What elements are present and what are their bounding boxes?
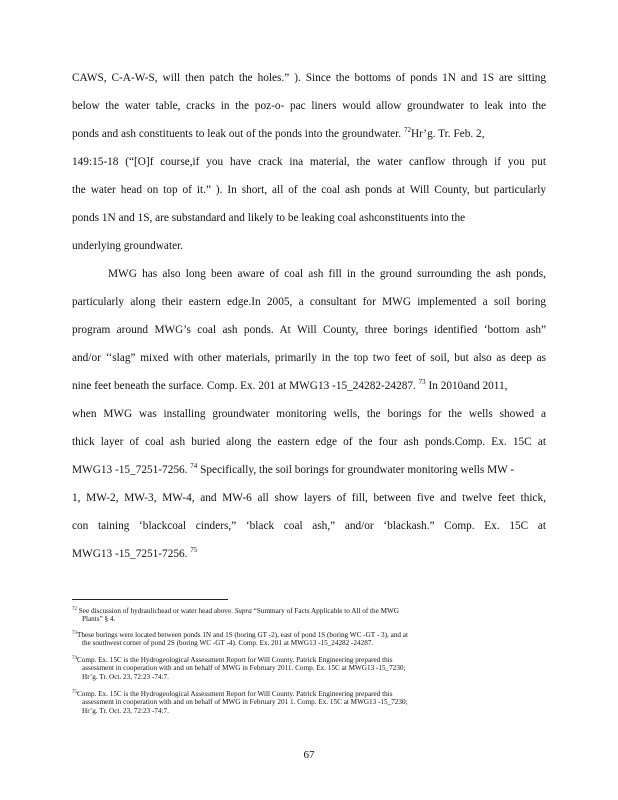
body-line: CAWS, C-A-W-S, will then patch the holes.” ). Since the bottoms of ponds 1N and 1S are sitting <box>72 72 546 84</box>
footnote-line: Hr’g. Tr. Oct. 23, 72:23 -74:7. <box>82 672 169 681</box>
footnote <box>72 631 550 648</box>
footnote-ref: 75 <box>190 546 198 554</box>
footnote <box>72 656 550 681</box>
body-line: ponds and ash constituents to leak out of the ponds into the groundwater. $^{72}$Hr’g. Tr. Feb. 2, <box>72 126 485 140</box>
page-number: 67 <box>303 749 315 761</box>
footnote-line: $^{73}$These borings were located between ponds 1N and 1S (boring GT -2), east of pond 1S (boring WC -GT - 3), and at <box>72 631 408 639</box>
footnote-line: Hr’g. Tr. Oct. 23, 72:23 -74:7. <box>82 706 169 715</box>
body-line: 1, MW-2, MW-3, MW-4, and MW-6 all show layers of fill, between five and twelve feet thick, <box>72 492 546 504</box>
footnote-line: Plants” § 4. <box>82 615 116 624</box>
footnote-line: assessment in cooperation with and on behalf of MWG in February 201 1. Comp. Ex. 15C at MWG13 -15_7230; <box>82 698 408 707</box>
body-line: nine feet beneath the surface. Comp. Ex. 201 at MWG13 -15_24282-24287. $^{73}$ In 2010and 2011, <box>72 378 508 392</box>
body-line: when MWG was installing groundwater monitoring wells, the borings for the wells showed a <box>72 408 546 420</box>
footnote-line: assessment in cooperation with and on behalf of MWG in February 2011. Comp. Ex. 15C at MWG13 -15_7230; <box>82 664 406 673</box>
body-line: particularly along their eastern edge.In 2005, a consultant for MWG implemented a soil boring <box>72 296 546 308</box>
body-line: program around MWG’s coal ash ponds. At Will County, three borings identified ‘bottom ash” <box>72 324 546 336</box>
footnote <box>72 607 550 624</box>
footnote-ref: 74 <box>190 462 198 470</box>
body-line: the water head on top of it.” ). In short, all of the coal ash ponds at Will County, but particularly <box>72 184 546 196</box>
body-line: 149:15-18 (“[O]f course,if you have crack ina material, the water canflow through if you put <box>72 156 546 168</box>
footnote-line: $^{72}$ See discussion of hydraulichead or water head above. Supra “Summary of Facts Applicable to All of the MWG <box>72 607 399 615</box>
body-line: thick layer of coal ash buried along the eastern edge of the four ash ponds.Comp. Ex. 15C at <box>72 436 546 448</box>
body-line: con taining ‘blackcoal cinders,” ‘black coal ash,” and/or ‘blackash.” Comp. Ex. 15C at <box>72 520 546 532</box>
footnote-number: 72 <box>72 607 77 612</box>
footnote-line: $^{74}$Comp. Ex. 15C is the Hydrogeological Assessment Report for Will County. Patrick Engineering prepared this <box>72 656 393 664</box>
body-line: MWG13 -15_7251-7256. $^{75}$ <box>72 546 198 560</box>
footnote-divider <box>72 599 228 600</box>
footnote-line: the southwest corner of pond 2S (boring WC -GT -4). Comp. Ex. 201 at MWG13 -15_24282 -24287. <box>82 639 374 648</box>
body-line: below the water table, cracks in the poz-o- pac liners would allow groundwater to leak into the <box>72 100 546 112</box>
body-line: and/or ‘‘slag” mixed with other materials, primarily in the top two feet of soil, but also as deep as <box>72 352 546 364</box>
body-line: MWG13 -15_7251-7256. $^{74}$ Specifically, the soil borings for groundwater monitoring wells MW - <box>72 462 515 476</box>
footnote-ref: 72 <box>403 126 411 134</box>
body-line: MWG has also long been aware of coal ash fill in the ground surrounding the ash ponds, <box>108 268 546 280</box>
footnote-ref: 73 <box>418 378 426 386</box>
footnote-number: 73 <box>72 631 77 636</box>
footnote-line: $^{75}$Comp. Ex. 15C is the Hydrogeological Assessment Report for Will County. Patrick Engineering prepared this <box>72 690 393 698</box>
footnote-number: 75 <box>72 690 77 695</box>
footnote-number: 74 <box>72 656 77 661</box>
footnote <box>72 690 550 715</box>
body-line: underlying groundwater. <box>72 240 184 252</box>
body-line: ponds 1N and 1S, are substandard and likely to be leaking coal ashconstituents into the <box>72 212 466 224</box>
